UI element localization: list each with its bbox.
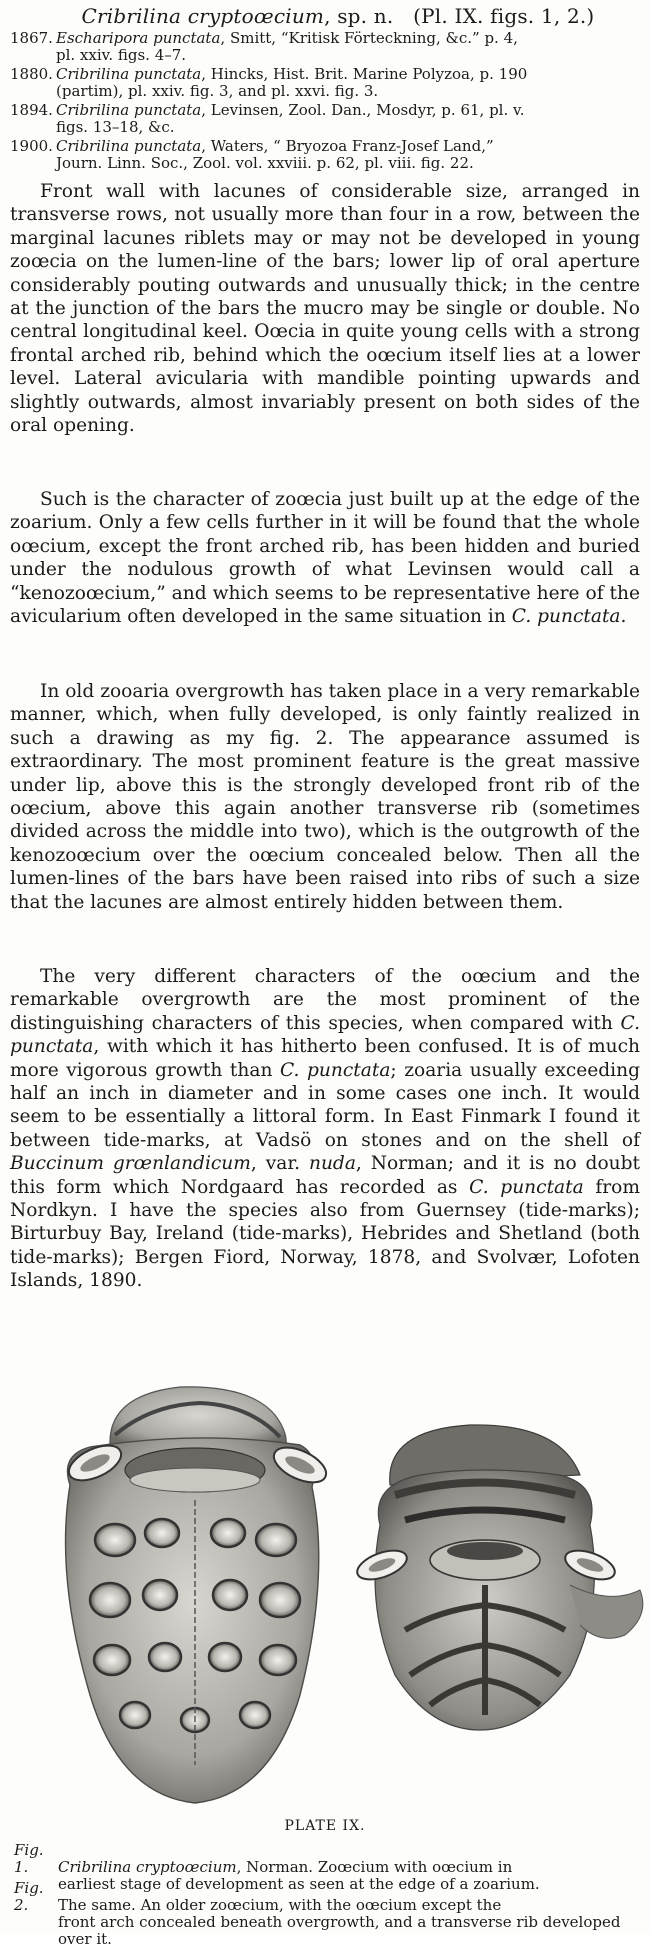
paragraph-text: from Nordkyn. I have the species also from Guernsey (tide-marks); Birturbuy Bay, Ireland (tide-marks), Hebrides and Shetland (both tide-marks); Bergen Fiord, Norway, 1878, and Svolvær, Lofoten Islands, 1890. — [10, 1176, 640, 1292]
species-name: Cribrilina cryptoœcium — [81, 4, 325, 28]
caption-text: , Norman. Zoœcium with oœcium in — [236, 1858, 513, 1876]
paragraph-text: , with which it has hitherto been confused. It is of much more vigorous growth than — [10, 1036, 640, 1081]
figure-caption — [14, 1880, 636, 1948]
synonymy-taxon: Cribrilina punctata — [56, 101, 202, 119]
species-heading — [38, 4, 638, 28]
synonymy-taxon: Cribrilina punctata — [56, 137, 202, 155]
synonymy-entry — [10, 66, 640, 100]
synonymy-text: , Waters, “ Bryozoa Franz-Josef Land,” — [201, 137, 494, 155]
paragraph-text: , var. — [250, 1153, 309, 1175]
caption-text: The same. An older zoœcium, with the oœcium except the — [58, 1896, 502, 1914]
caption-taxon: Cribrilina cryptoœcium — [58, 1858, 237, 1876]
paragraph-text: . — [620, 606, 627, 628]
taxon-reference: nuda — [308, 1153, 356, 1175]
paragraph-text: Such is the character of zoœcia just built up at the edge of the zoarium. Only a few cells further in it will be found that the whole oœcium, except the front arched rib, has been hidden and buried under the nodulous growth of what Levinsen would call a “kenozoœcium,” and which seems to be representative here of the avicularium often developed in the same situation in — [10, 489, 640, 628]
synonymy-entry — [10, 30, 640, 64]
synonymy-year: 1867. — [10, 29, 53, 47]
lower-lip — [130, 1468, 260, 1492]
taxon-reference: Buccinum grœnlandicum — [10, 1153, 251, 1175]
synonymy-text: , Smitt, “Kritisk Förteckning, &c.” p. 4, — [220, 29, 518, 47]
paragraph-text: The very different characters of the oœcium and the remarkable overgrowth are the most prominent of the distinguishing characters of this species, when compared with — [10, 966, 640, 1034]
synonymy-entry — [10, 102, 640, 136]
caption-continuation: earliest stage of development as seen at the edge of a zoarium. — [58, 1875, 540, 1893]
paragraph-text: ; zoaria usually exceeding half an inch in diameter and in some cases one inch. It would seem to be essentially a littoral form. In East Finmark I found it between tide-marks, at Vadsö on stones and on the shell of — [10, 1059, 640, 1151]
synonymy-continuation: figs. 13–18, &c. — [56, 118, 175, 136]
caption-label: Fig. 2. — [14, 1879, 44, 1914]
taxon-reference: C. punctata — [511, 606, 621, 628]
taxon-reference: C. punctata — [279, 1059, 391, 1081]
overgrowth-paragraph: In old zooaria overgrowth has taken place in a very remarkable manner, which, when fully developed, is only faintly realized in such a drawing as my fig. 2. The appearance assumed is extraordinary. The most prominent feature is the great massive under lip, above this is the strongly developed front rib of the oœcium, above this again another transverse rib (sometimes divided across the middle into two), which is the outgrowth of the kenozoœcium over the oœcium concealed below. Then all the lumen-lines of the bars have been raised into ribs of such a size that the lacunes are almost entirely hidden between them. — [10, 681, 640, 913]
synonymy-taxon: Escharipora punctata — [56, 29, 221, 47]
synonymy-continuation: (partim), pl. xxiv. fig. 3, and pl. xxvi. fig. 3. — [56, 82, 379, 100]
caption-continuation: front arch concealed beneath overgrowth, and a transverse rib developed over it. — [58, 1913, 621, 1948]
zooecium-wall — [66, 1438, 319, 1803]
synonymy-year: 1900. — [10, 137, 53, 155]
plate-reference: (Pl. IX. figs. 1, 2.) — [413, 4, 595, 28]
synonymy-continuation: Journ. Linn. Soc., Zool. vol. xxviii. p. 62, pl. viii. fig. 22. — [56, 154, 474, 172]
synonymy-taxon: Cribrilina punctata — [56, 65, 202, 83]
description-paragraph: Front wall with lacunes of considerable size, arranged in transverse rows, not usually more than four in a row, between the marginal lacunes riblets may or may not be developed in young zoœcia on the lumen-line of the bars; lower lip of oral aperture considerably pouting outwards and unusually thick; in the centre at the junction of the bars the mucro may be single or double. No central longitudinal keel. Oœcia in quite young cells with a strong frontal arched rib, behind which the oœcium itself lies at a lower level. Lateral avicularia with mandible pointing upwards and slightly outwards, almost invariably present on both sides of the oral opening. — [10, 181, 640, 437]
taxon-reference: C. punctata — [10, 1012, 640, 1058]
synonymy-entry — [10, 138, 640, 172]
taxon-reference: C. punctata — [469, 1176, 584, 1198]
plate-figures — [0, 1375, 650, 1815]
zoarium-edge-paragraph — [10, 488, 640, 628]
distinguishing-paragraph — [10, 965, 640, 1293]
paragraph-text: , Norman; and it is no doubt this form which Nordgaard has recorded as — [10, 1153, 640, 1198]
figure-1-zooecium — [64, 1387, 332, 1803]
figure-2-zooecium — [353, 1425, 642, 1730]
species-suffix: , sp. n. — [324, 4, 394, 28]
caption-label: Fig. 1. — [14, 1841, 44, 1876]
synonymy-text: , Hincks, Hist. Brit. Marine Polyzoa, p. 190 — [201, 65, 528, 83]
synonymy-continuation: pl. xxiv. figs. 4–7. — [56, 46, 187, 64]
synonymy-text: , Levinsen, Zool. Dan., Mosdyr, p. 61, pl. v. — [201, 101, 525, 119]
synonymy-year: 1894. — [10, 101, 53, 119]
oral-aperture — [447, 1542, 523, 1560]
synonymy-year: 1880. — [10, 65, 53, 83]
plate-label: PLATE IX. — [284, 1818, 366, 1834]
